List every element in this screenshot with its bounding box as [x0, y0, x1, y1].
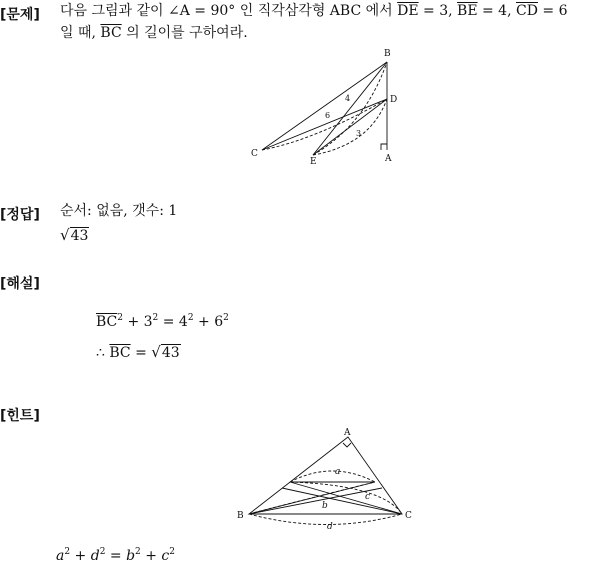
de-value: = 3,	[418, 3, 458, 19]
hint-seg-a: a	[335, 467, 341, 477]
problem-line-1	[60, 2, 567, 20]
triangle-figure	[245, 45, 405, 170]
hint-formula: $a^2 + d^2 = b^2 + c^2$	[56, 547, 175, 564]
label-c: C	[251, 149, 258, 159]
hint-label-a: A	[344, 428, 351, 438]
cd-value: = 6	[537, 3, 568, 19]
hint-label-c: C	[405, 511, 412, 521]
segment-cd: $\overline{CD}$	[516, 3, 538, 19]
segment-de-line	[313, 99, 387, 155]
answer-value: √43	[60, 226, 89, 244]
segment-de: $\overline{DE}$	[397, 3, 419, 19]
problem-line2-suffix: 의 길이를 구하여라.	[121, 25, 248, 41]
answer-tag: [정답]	[0, 207, 40, 223]
answer-line: 순서: 없음, 갯수: 1	[60, 203, 178, 219]
label-cd-length: 6	[325, 111, 331, 120]
label-be-length: 4	[345, 94, 351, 103]
problem-tag: [문제]	[0, 7, 40, 23]
segment-be-line	[313, 62, 387, 155]
eq2-bc: $\overline{BC}$	[109, 345, 131, 361]
label-d: D	[390, 95, 398, 105]
label-e: E	[310, 157, 317, 167]
be-value: = 4,	[477, 3, 516, 19]
problem-line2-prefix: 일 때,	[60, 25, 101, 41]
hint-ec-line	[290, 482, 402, 514]
label-de-length: 3	[356, 129, 362, 138]
label-a: A	[385, 154, 392, 164]
eq1-bc: $\overline{BC}$	[96, 314, 118, 330]
problem-text-prefix: 다음 그림과 같이 ∠A = 90° 인 직각삼각형 ABC 에서	[60, 3, 398, 19]
hint-seg-b: b	[322, 501, 328, 511]
solution-tag: [해설]	[0, 276, 40, 292]
segment-cd-line	[262, 99, 387, 150]
segment-be: $\overline{BE}$	[457, 3, 478, 19]
hint-arc-d	[249, 514, 402, 525]
problem-line-2	[60, 24, 248, 42]
side-bc	[262, 62, 387, 150]
solution-equation-2: ∴ $\overline{BC} = √43$	[96, 343, 180, 361]
solution-equation-1: $\overline{BC}^2 + 3^2 = 4^2 + 6^2$	[96, 313, 229, 330]
hint-seg-c: c	[365, 492, 371, 502]
hint-label-b: B	[237, 511, 244, 521]
hint-seg-d: d	[327, 522, 333, 532]
hint-right-angle-mark	[343, 443, 351, 447]
label-b: B	[384, 49, 391, 59]
hint-tag: [힌트]	[0, 408, 40, 424]
hint-extra-line-1	[249, 488, 382, 514]
hint-figure	[232, 425, 422, 535]
right-angle-mark	[381, 144, 387, 150]
segment-bc: $\overline{BC}$	[100, 25, 122, 41]
